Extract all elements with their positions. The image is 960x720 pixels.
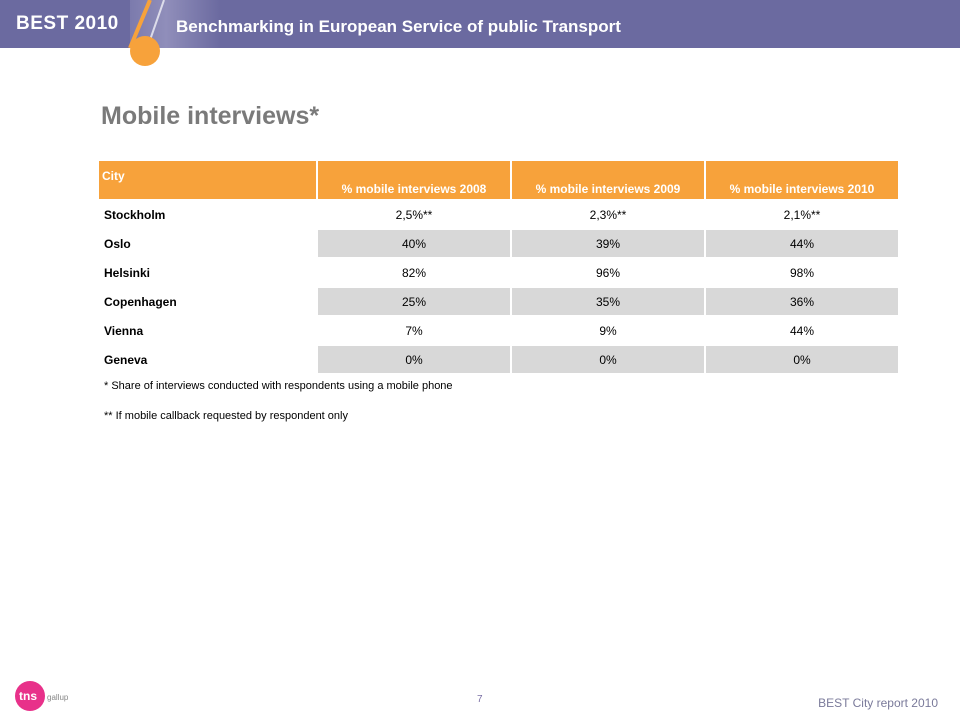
value-2008: 82%: [401, 265, 427, 280]
table-header-row: [99, 161, 898, 199]
column-header-2010: % mobile interviews 2010: [706, 161, 898, 199]
column-header-city: City: [99, 161, 316, 199]
value-2010: 98%: [789, 265, 815, 280]
city-name: Geneva: [104, 352, 148, 367]
city-cell: [99, 259, 316, 286]
value-2008: 7%: [405, 323, 423, 338]
value-2008: 40%: [318, 230, 510, 257]
value-2009: 9%: [599, 323, 617, 338]
page-title: Mobile interviews*: [101, 102, 320, 130]
value-2009: 96%: [595, 265, 621, 280]
value-2008: 25%: [318, 288, 510, 315]
city-name: Helsinki: [104, 265, 151, 280]
column-header-2008: % mobile interviews 2008: [318, 161, 510, 199]
value-2009: 0%: [512, 346, 704, 373]
table-row: [99, 346, 898, 373]
value-2010: 44%: [706, 230, 898, 257]
value-2009: 39%: [512, 230, 704, 257]
table-row: [99, 288, 898, 315]
value-2010: 2,1%**: [783, 207, 821, 222]
table-row: [99, 259, 898, 286]
brand-label: BEST 2010: [16, 13, 119, 34]
orange-dot-decoration: [130, 36, 160, 66]
value-2010: 36%: [706, 288, 898, 315]
city-cell: [99, 201, 316, 228]
value-2009: 2,3%**: [589, 207, 627, 222]
table-row: [99, 230, 898, 257]
city-name: Copenhagen: [104, 294, 177, 309]
value-2009: 35%: [512, 288, 704, 315]
city-cell: [99, 288, 316, 315]
footnote-mobile-share: * Share of interviews conducted with respondents using a mobile phone: [104, 380, 453, 392]
value-2008: 0%: [318, 346, 510, 373]
table-row: [99, 201, 898, 228]
value-2010: 0%: [706, 346, 898, 373]
tns-gallup-logo: [10, 678, 80, 714]
logo-text: tns: [19, 689, 37, 703]
report-footer: BEST City report 2010: [818, 696, 938, 710]
city-name: Oslo: [104, 236, 131, 251]
logo-subtext: gallup: [47, 693, 69, 702]
value-2010: 44%: [789, 323, 815, 338]
city-cell: [99, 230, 316, 257]
city-cell: [99, 346, 316, 373]
mobile-interviews-table: [97, 159, 900, 375]
footnote-callback: ** If mobile callback requested by respondent only: [104, 410, 348, 422]
city-name: Vienna: [104, 323, 144, 338]
city-cell: [99, 317, 316, 344]
city-name: Stockholm: [104, 207, 166, 222]
page-number: 7: [477, 694, 483, 705]
value-2008: 2,5%**: [395, 207, 433, 222]
banner-title: Benchmarking in European Service of public Transport: [176, 17, 621, 36]
table-row: [99, 317, 898, 344]
column-header-2009: % mobile interviews 2009: [512, 161, 704, 199]
